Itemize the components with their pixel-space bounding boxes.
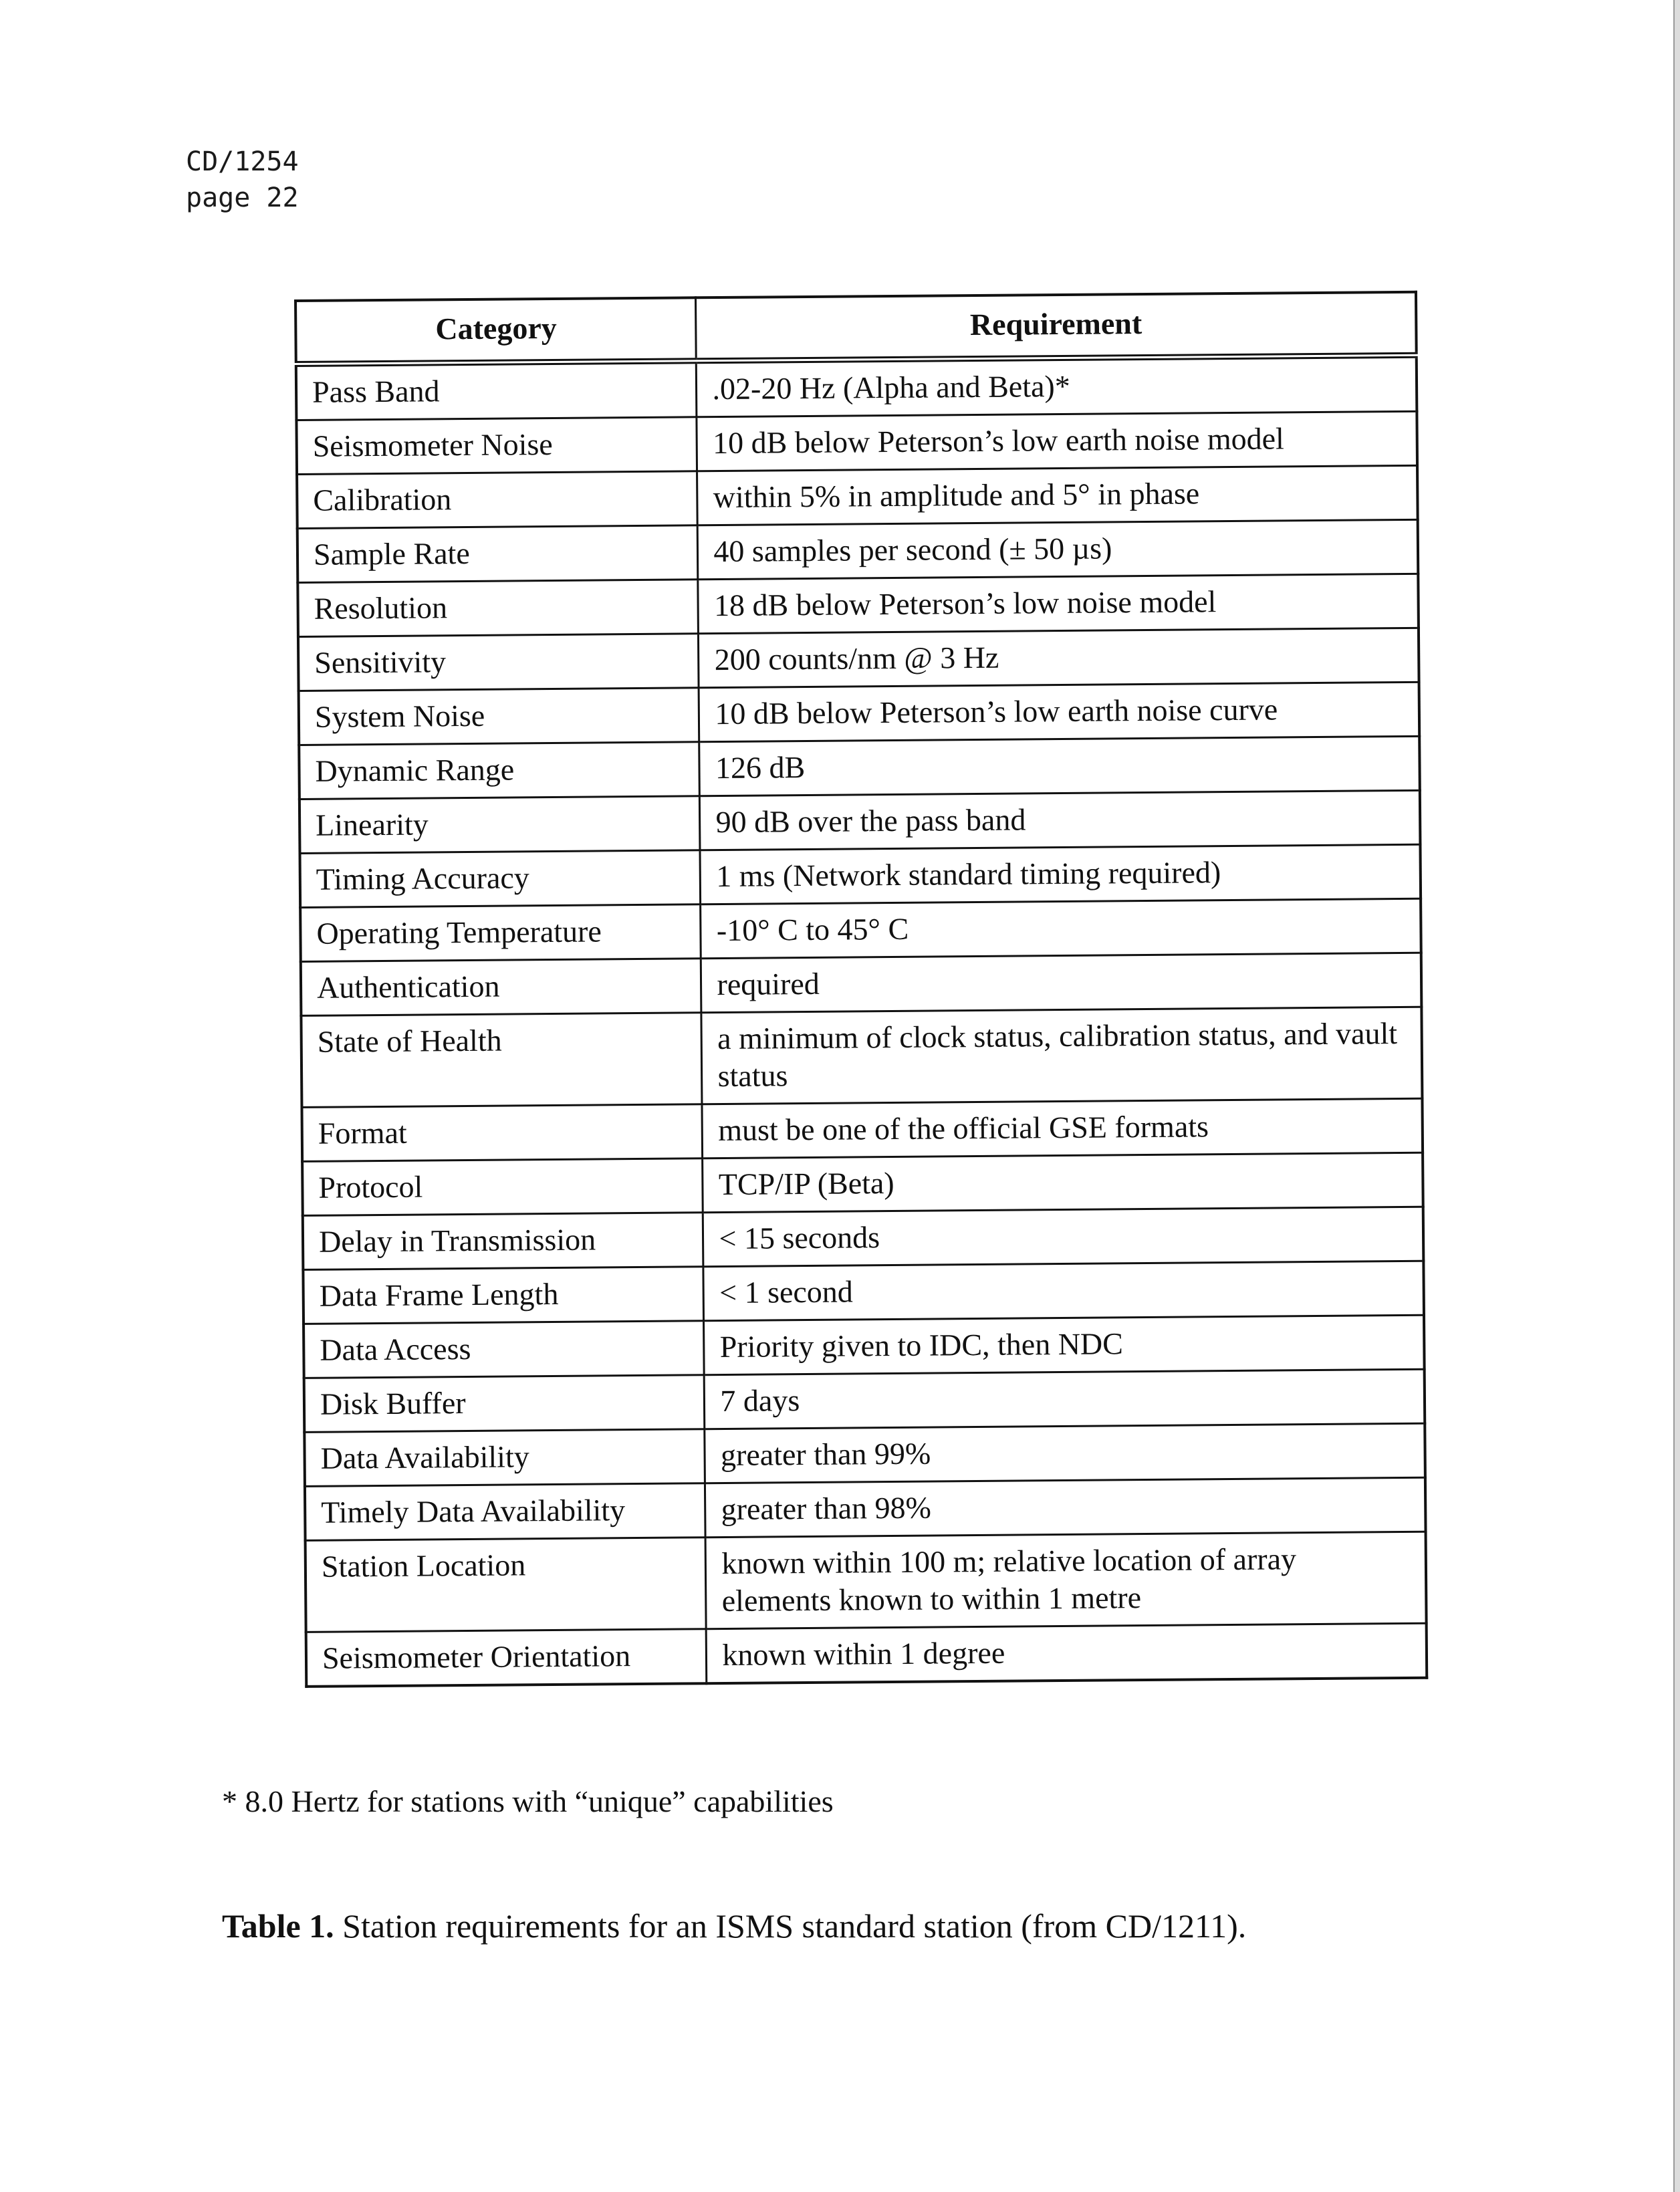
requirement-cell: greater than 98% — [705, 1477, 1426, 1537]
requirement-cell: 1 ms (Network standard timing required) — [700, 844, 1421, 904]
category-cell: Pass Band — [296, 361, 697, 420]
category-cell: Seismometer Noise — [296, 417, 697, 475]
requirement-cell: TCP/IP (Beta) — [703, 1152, 1423, 1212]
category-cell: Sensitivity — [298, 634, 699, 691]
requirement-cell: 18 dB below Peterson’s low noise model — [698, 574, 1419, 633]
requirement-cell: known within 100 m; relative location of array elements known to within 1 metre — [706, 1532, 1427, 1628]
table-row — [306, 1623, 1427, 1687]
category-cell: Protocol — [302, 1159, 703, 1216]
table-row — [303, 1261, 1424, 1324]
document-header — [186, 144, 299, 216]
requirement-cell: must be one of the official GSE formats — [702, 1098, 1423, 1158]
category-cell: Station Location — [306, 1538, 707, 1632]
category-cell: Format — [302, 1104, 703, 1162]
requirement-cell: 200 counts/nm @ 3 Hz — [699, 628, 1419, 687]
table-row — [302, 1098, 1423, 1161]
table-row — [297, 465, 1418, 528]
caption-label: Table 1. — [222, 1907, 334, 1945]
column-header-category: Category — [295, 297, 697, 364]
requirement-cell: < 1 second — [703, 1261, 1424, 1320]
category-cell: Authentication — [301, 959, 702, 1016]
table-row — [299, 736, 1420, 799]
category-cell: Timing Accuracy — [300, 850, 701, 908]
requirement-cell: 10 dB below Peterson’s low earth noise curve — [699, 682, 1420, 741]
requirement-cell: required — [701, 953, 1422, 1012]
table-footnote: * 8.0 Hertz for stations with “unique” capabilities — [222, 1784, 834, 1818]
table-row — [306, 1532, 1427, 1632]
category-cell: Dynamic Range — [299, 742, 700, 800]
requirement-cell: 10 dB below Peterson’s low earth noise model — [697, 411, 1417, 471]
table-header-row — [295, 292, 1417, 364]
category-cell: Resolution — [297, 580, 699, 637]
category-cell: Data Availability — [304, 1429, 705, 1487]
table-row — [296, 411, 1417, 474]
category-cell: Seismometer Orientation — [306, 1629, 707, 1687]
requirement-cell: Priority given to IDC, then NDC — [704, 1315, 1425, 1374]
table-row — [297, 574, 1419, 636]
table-body — [296, 355, 1427, 1687]
table-row — [298, 628, 1419, 691]
table-row — [303, 1207, 1424, 1269]
table-row — [305, 1477, 1426, 1540]
requirement-cell: greater than 99% — [705, 1423, 1425, 1483]
category-cell: State of Health — [301, 1013, 702, 1108]
requirement-cell: known within 1 degree — [707, 1623, 1427, 1683]
table-row — [304, 1315, 1425, 1378]
table-row — [301, 1007, 1422, 1107]
requirement-cell: 90 dB over the pass band — [700, 790, 1421, 850]
category-cell: Data Access — [304, 1321, 705, 1378]
category-cell: Disk Buffer — [304, 1375, 705, 1433]
column-header-requirement: Requirement — [696, 292, 1417, 361]
caption-text: Station requirements for an ISMS standard station (from CD/1211). — [334, 1907, 1247, 1945]
table-row — [304, 1423, 1425, 1486]
table-caption — [222, 1907, 1246, 1945]
table-row — [300, 898, 1421, 961]
table-row — [299, 682, 1420, 745]
category-cell: Linearity — [299, 796, 701, 854]
requirement-cell: 126 dB — [699, 736, 1420, 796]
requirement-cell: -10° C to 45° C — [701, 898, 1421, 958]
category-cell: Calibration — [297, 471, 698, 529]
table-row — [296, 355, 1417, 420]
category-cell: Sample Rate — [297, 525, 699, 583]
table-row — [304, 1369, 1425, 1432]
requirement-cell: within 5% in amplitude and 5° in phase — [697, 465, 1418, 525]
table-row — [302, 1152, 1423, 1215]
table-row — [299, 790, 1421, 853]
table-row — [297, 519, 1419, 582]
requirement-cell: < 15 seconds — [703, 1207, 1424, 1266]
category-cell: System Noise — [299, 688, 700, 745]
category-cell: Timely Data Availability — [305, 1483, 706, 1541]
table-row — [300, 844, 1421, 907]
category-cell: Data Frame Length — [303, 1267, 704, 1324]
station-requirements-table — [294, 291, 1428, 1688]
category-cell: Delay in Transmission — [303, 1213, 704, 1270]
requirement-cell: .02-20 Hz (Alpha and Beta)* — [697, 355, 1417, 416]
page-number: page 22 — [186, 182, 299, 213]
requirement-cell: 40 samples per second (± 50 µs) — [698, 519, 1419, 579]
table-row — [301, 953, 1422, 1015]
requirement-cell: 7 days — [705, 1369, 1425, 1429]
requirement-cell: a minimum of clock status, calibration status, and vault status — [701, 1007, 1422, 1104]
document-id: CD/1254 — [186, 146, 299, 177]
category-cell: Operating Temperature — [300, 904, 701, 962]
page-edge — [1673, 0, 1680, 2192]
